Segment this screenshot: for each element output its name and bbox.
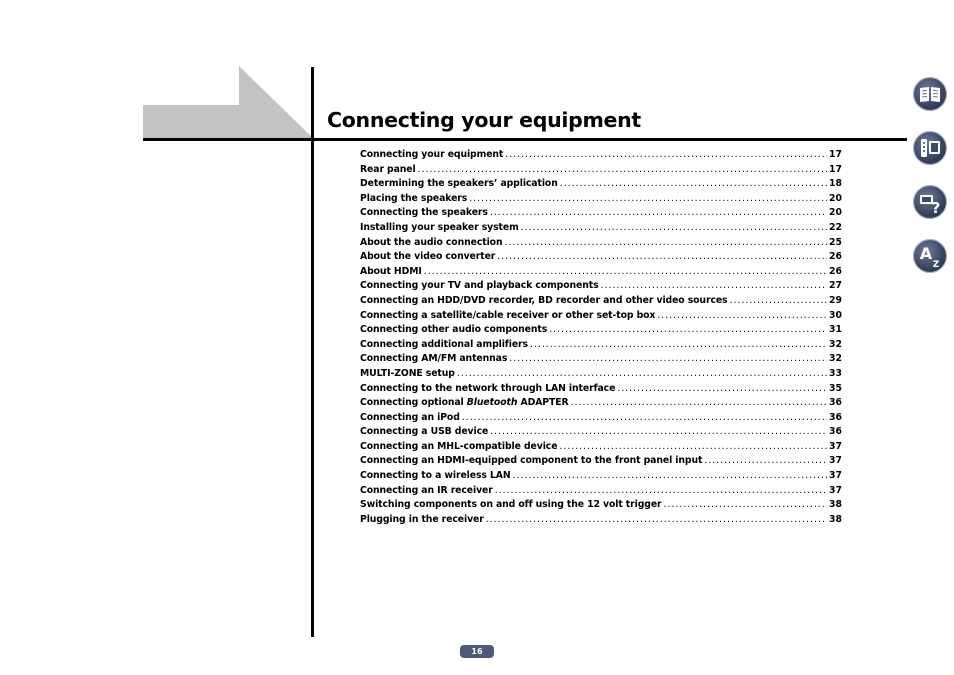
toc-entry-label: Connecting additional amplifiers bbox=[360, 338, 528, 350]
toc-leader-dots bbox=[490, 207, 827, 218]
toc-leader-dots bbox=[505, 237, 828, 248]
toc-entry-page: 20 bbox=[829, 207, 842, 219]
toc-entry-label: Connecting an HDMI-equipped component to the front panel input bbox=[360, 455, 703, 467]
toc-entry[interactable] bbox=[360, 426, 842, 441]
toc-entry-label: Connecting an iPod bbox=[360, 411, 460, 423]
toc-entry-label: Plugging in the receiver bbox=[360, 513, 484, 525]
toc-entry[interactable] bbox=[360, 280, 842, 295]
toc-entry-label: Connecting an HDD/DVD recorder, BD recorder and other video sources bbox=[360, 294, 728, 306]
toc-leader-dots bbox=[505, 149, 827, 160]
toc-leader-dots bbox=[704, 455, 827, 466]
toc-entry-label: Connecting to the network through LAN interface bbox=[360, 382, 616, 394]
toc-leader-dots bbox=[601, 280, 828, 291]
toc-leader-dots bbox=[559, 441, 827, 452]
toc-entry-page: 29 bbox=[829, 294, 842, 306]
toc-leader-dots bbox=[462, 412, 827, 423]
toc-entry[interactable] bbox=[360, 266, 842, 281]
toc-entry-page: 32 bbox=[829, 353, 842, 365]
toc-entry[interactable] bbox=[360, 412, 842, 427]
toc-entry[interactable] bbox=[360, 455, 842, 470]
toc-entry-page: 17 bbox=[829, 149, 842, 160]
vertical-rule bbox=[311, 67, 314, 637]
toc-entry-page: 37 bbox=[829, 440, 842, 452]
svg-text:?: ? bbox=[931, 199, 941, 217]
toc-entry-page: 38 bbox=[829, 499, 842, 511]
toc-entry-page: 36 bbox=[829, 411, 842, 423]
toc-leader-dots bbox=[486, 514, 827, 525]
toc-entry-label: Rear panel bbox=[360, 163, 416, 175]
toc-entry-label: Connecting other audio components bbox=[360, 324, 548, 336]
toc-entry-label: Connecting an IR receiver bbox=[360, 484, 493, 496]
toc-entry-label: Determining the speakers’ application bbox=[360, 178, 558, 190]
table-of-contents bbox=[360, 149, 842, 528]
toc-entry[interactable] bbox=[360, 295, 842, 310]
toc-entry-label: Switching components on and off using the 12 volt trigger bbox=[360, 499, 662, 511]
toc-entry-page: 36 bbox=[829, 426, 842, 438]
toc-entry[interactable] bbox=[360, 499, 842, 514]
toc-entry-label: Placing the speakers bbox=[360, 192, 468, 204]
toc-entry-label: About the video converter bbox=[360, 251, 496, 263]
toc-entry-page: 35 bbox=[829, 382, 842, 394]
toc-leader-dots bbox=[457, 368, 827, 379]
toc-entry[interactable] bbox=[360, 339, 842, 354]
book-icon[interactable] bbox=[912, 76, 948, 112]
toc-entry[interactable] bbox=[360, 485, 842, 500]
toc-entry-label: Connecting a satellite/cable receiver or other set-top box bbox=[360, 309, 656, 321]
toc-entry-label: Connecting a USB device bbox=[360, 426, 489, 438]
toc-entry-page: 32 bbox=[829, 338, 842, 350]
toc-entry-page: 37 bbox=[829, 484, 842, 496]
toc-leader-dots bbox=[664, 499, 828, 510]
toc-leader-dots bbox=[509, 353, 827, 364]
page-title: Connecting your equipment bbox=[327, 108, 641, 132]
toc-entry-page: 17 bbox=[829, 163, 842, 175]
toc-leader-dots bbox=[549, 324, 827, 335]
toc-leader-dots bbox=[657, 310, 827, 321]
toc-entry-page: 22 bbox=[829, 221, 842, 233]
toc-leader-dots bbox=[495, 485, 827, 496]
svg-text:A: A bbox=[919, 244, 933, 263]
toc-entry-label: About the audio connection bbox=[360, 236, 503, 248]
toc-entry-page: 36 bbox=[829, 397, 842, 409]
toc-entry[interactable] bbox=[360, 164, 842, 179]
toc-entry[interactable] bbox=[360, 251, 842, 266]
chapter-tab bbox=[143, 66, 315, 140]
toc-leader-dots bbox=[617, 383, 827, 394]
toc-entry-page: 18 bbox=[829, 178, 842, 190]
toc-entry[interactable] bbox=[360, 310, 842, 325]
toc-entry-label: Connecting your TV and playback components bbox=[360, 280, 599, 292]
toc-entry-label: Connecting to a wireless LAN bbox=[360, 470, 511, 482]
toc-entry[interactable] bbox=[360, 470, 842, 485]
svg-text:Z: Z bbox=[932, 260, 940, 270]
toc-entry[interactable] bbox=[360, 353, 842, 368]
toc-leader-dots bbox=[560, 178, 827, 189]
toc-entry[interactable] bbox=[360, 514, 842, 529]
toc-entry[interactable] bbox=[360, 149, 842, 164]
toc-entry[interactable] bbox=[360, 397, 842, 412]
toc-entry-page: 27 bbox=[829, 280, 842, 292]
horizontal-rule bbox=[143, 138, 907, 141]
toc-entry[interactable] bbox=[360, 178, 842, 193]
toc-leader-dots bbox=[730, 295, 828, 306]
toc-entry-page: 38 bbox=[829, 513, 842, 525]
toc-entry-page: 37 bbox=[829, 455, 842, 467]
toc-entry-label: Connecting AM/FM antennas bbox=[360, 353, 508, 365]
toc-entry-page: 20 bbox=[829, 192, 842, 204]
toc-entry[interactable] bbox=[360, 368, 842, 383]
toc-leader-dots bbox=[490, 426, 827, 437]
toc-entry-page: 31 bbox=[829, 324, 842, 336]
toc-entry[interactable] bbox=[360, 207, 842, 222]
toc-leader-dots bbox=[513, 470, 828, 481]
toc-entry-label: Installing your speaker system bbox=[360, 221, 519, 233]
index-icon[interactable] bbox=[912, 238, 948, 274]
toc-entry[interactable] bbox=[360, 222, 842, 237]
help-icon[interactable] bbox=[912, 184, 948, 220]
toc-entry-page: 30 bbox=[829, 309, 842, 321]
toc-entry-page: 25 bbox=[829, 236, 842, 248]
toc-leader-dots bbox=[521, 222, 827, 233]
toc-entry[interactable] bbox=[360, 441, 842, 456]
toc-entry[interactable] bbox=[360, 383, 842, 398]
toc-entry-label: Connecting an MHL-compatible device bbox=[360, 440, 558, 452]
toc-leader-dots bbox=[418, 164, 827, 175]
toc-entry-page: 37 bbox=[829, 470, 842, 482]
toc-leader-dots bbox=[497, 251, 827, 262]
page-number: 16 bbox=[460, 645, 494, 658]
toc-entry-label: Connecting your equipment bbox=[360, 149, 504, 160]
toc-leader-dots bbox=[571, 397, 827, 408]
toc-entry-label: Connecting optional Bluetooth ADAPTER bbox=[360, 397, 569, 409]
toc-entry-page: 26 bbox=[829, 251, 842, 263]
toc-leader-dots bbox=[469, 193, 827, 204]
toc-leader-dots bbox=[530, 339, 827, 350]
toc-leader-dots bbox=[424, 266, 827, 277]
toc-entry-page: 33 bbox=[829, 367, 842, 379]
toc-entry-label: About HDMI bbox=[360, 265, 422, 277]
toc-entry-label: Connecting the speakers bbox=[360, 207, 488, 219]
toc-entry-page: 26 bbox=[829, 265, 842, 277]
toc-entry[interactable] bbox=[360, 237, 842, 252]
toc-entry[interactable] bbox=[360, 193, 842, 208]
toc-entry[interactable] bbox=[360, 324, 842, 339]
remote-icon[interactable] bbox=[912, 130, 948, 166]
toc-entry-label: MULTI-ZONE setup bbox=[360, 367, 455, 379]
